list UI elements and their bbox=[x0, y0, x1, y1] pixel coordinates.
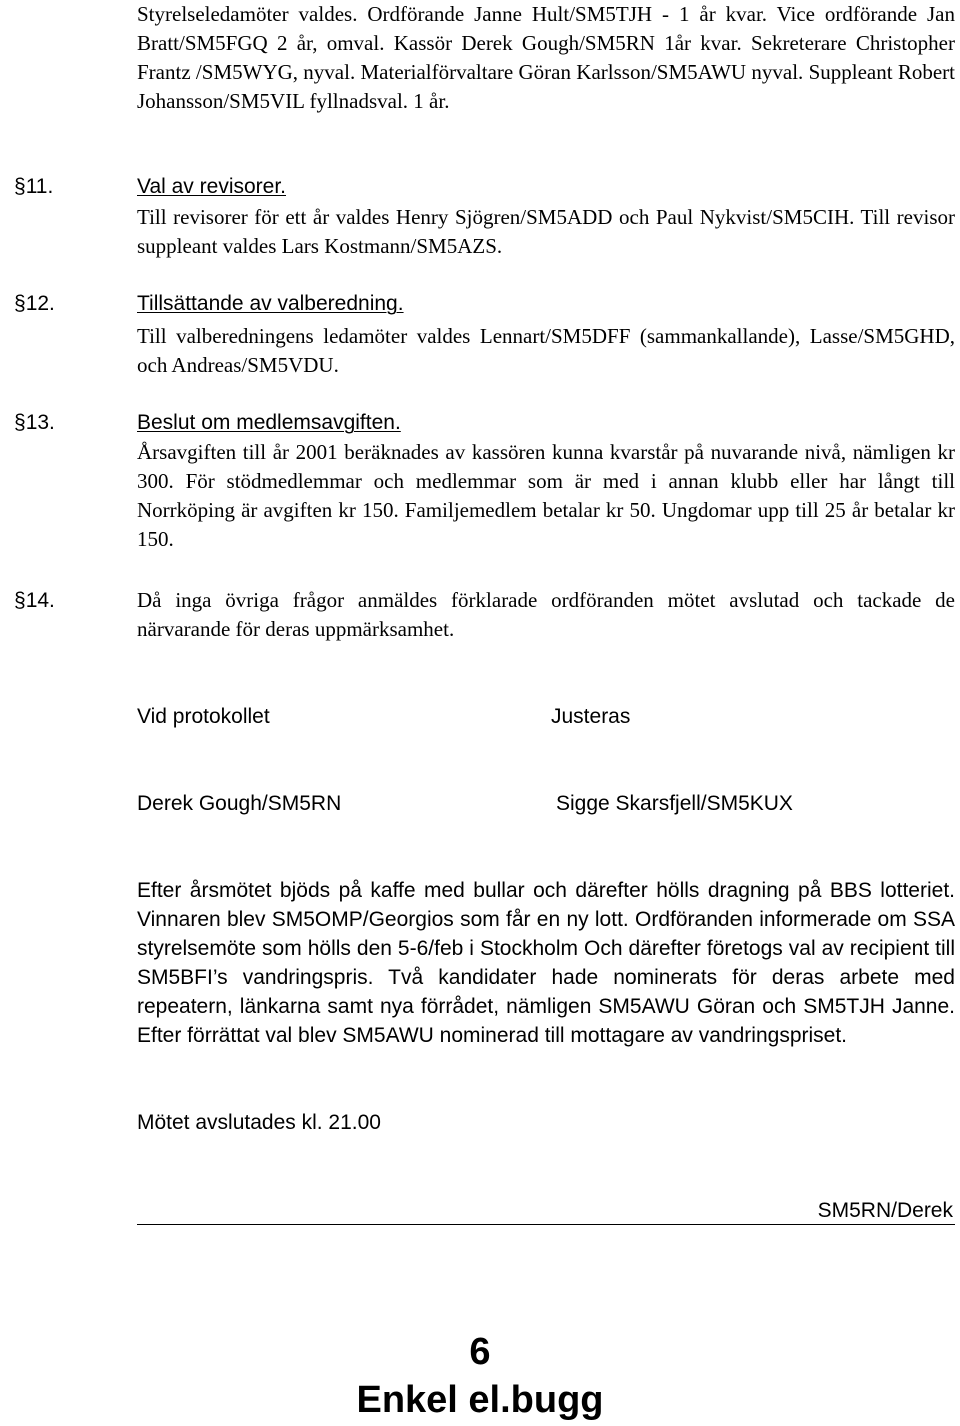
section-14-body: Då inga övriga frågor anmäldes förklarade ordföranden mötet avslutad och tackade de närvarande för deras uppmärksamhet. bbox=[137, 588, 955, 641]
signature-left-name: Derek Gough/SM5RN bbox=[137, 792, 342, 815]
section-11-heading: Val av revisorer. bbox=[137, 175, 286, 198]
section-11-body: Till revisorer för ett år valdes Henry Sjögren/SM5ADD och Paul Nykvist/SM5CIH. Till revisor suppleant valdes Lars Kostmann/SM5AZS. bbox=[137, 205, 955, 258]
board-election-paragraph: Styrelseledamöter valdes. Ordförande Janne Hult/SM5TJH - 1 år kvar. Vice ordförande Jan Bratt/SM5FGQ 2 år, omval. Kassör Derek Gough/SM5RN 1år kvar. Sekreterare Christopher Frantz /SM5WYG, nyval. Materialförvaltare Göran Karlsson/SM5AWU nyval. Suppleant Robert Johansson/SM5VIL fyllnadsval. 1 år. bbox=[137, 2, 955, 113]
section-13-heading: Beslut om medlemsavgiften. bbox=[137, 411, 401, 434]
section-13-number: § 13. bbox=[14, 408, 55, 437]
closing-line: Mötet avslutades kl. 21.00 bbox=[137, 1111, 381, 1134]
section-11-number: § 11. bbox=[14, 172, 53, 201]
signature-left-label: Vid protokollet bbox=[137, 705, 270, 728]
section-13-body: Årsavgiften till år 2001 beräknades av kassören kunna kvarstår på nuvarande nivå, nämligen kr 300. För stödmedlemmar och medlemmar som är med i annan klubb eller har långt till Norrköping är avgiften kr 150. Familjemedlem betalar kr 50. Ungdomar upp till 25 år betalar kr 150. bbox=[137, 440, 955, 551]
signature-right-name: Sigge Skarsfjell/SM5KUX bbox=[556, 792, 793, 815]
section-14-number: § 14. bbox=[14, 586, 55, 615]
section-12-body: Till valberedningens ledamöter valdes Lennart/SM5DFF (sammankallande), Lasse/SM5GHD, och Andreas/SM5VDU. bbox=[137, 324, 955, 377]
section-12-heading: Tillsättande av valberedning. bbox=[137, 292, 404, 315]
after-meeting-paragraph: Efter årsmötet bjöds på kaffe med bullar och därefter hölls dragning på BBS lotteriet. Vinnaren blev SM5OMP/Georgios som får en ny lott. Ordföranden informerade om SSA styrelsemöte som hölls den 5-6/feb i Stockholm Och därefter företogs val av recipient till SM5BFI’s vandringspris. Två kandidater hade nominerats för deras arbete med repeatern, länkarna samt nya förrådet, nämligen SM5AWU Göran och SM5TJH Janne. Efter förrättat val blev SM5AWU nominerad till mottagare av vandringspriset. bbox=[137, 879, 955, 1047]
section-12-number: § 12. bbox=[14, 289, 55, 318]
page-number: 6 bbox=[469, 1331, 491, 1373]
author-signature: SM5RN/Derek bbox=[137, 1196, 955, 1225]
signature-right-label: Justeras bbox=[551, 705, 631, 728]
newsletter-name: Enkel el.bugg bbox=[356, 1379, 604, 1421]
